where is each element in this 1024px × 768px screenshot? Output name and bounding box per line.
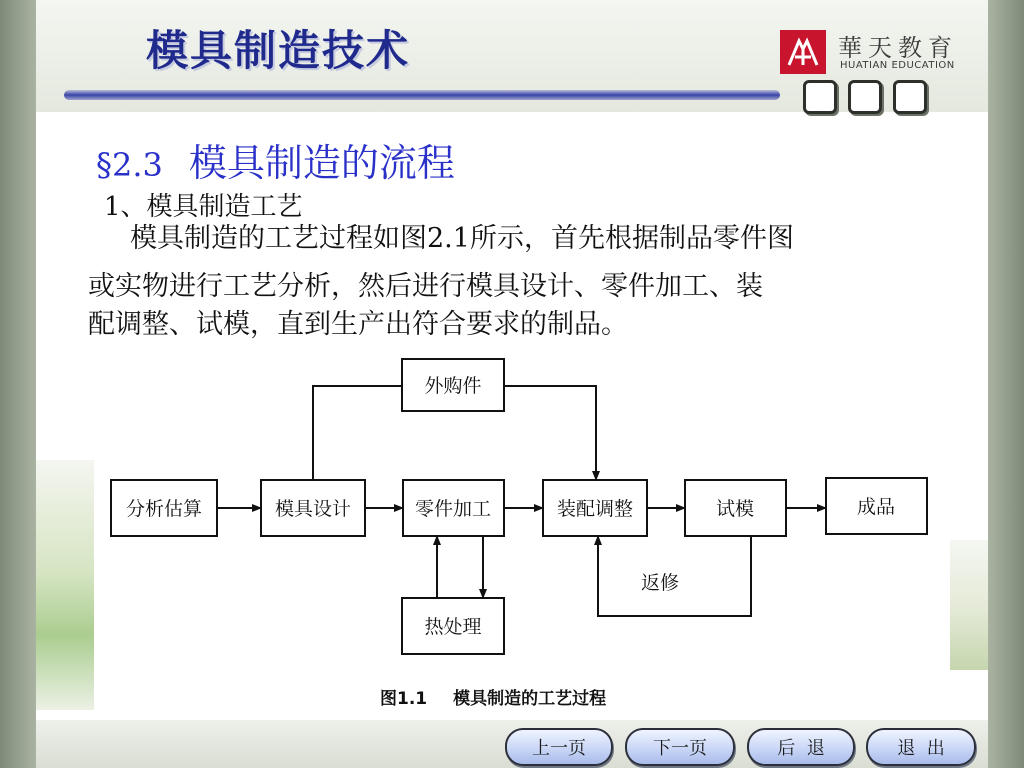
figure-number: 图1.1	[380, 689, 428, 709]
exit-button[interactable]: 退 出	[866, 728, 976, 766]
return-label: 返修	[640, 572, 680, 594]
node-analysis-label: 分析估算	[125, 498, 203, 520]
section-number: §2.3	[96, 146, 163, 184]
node-trial-label: 试模	[715, 498, 755, 520]
slide-title: 模具制造技术	[146, 26, 411, 75]
figure-caption	[380, 684, 606, 709]
node-design-label: 模具设计	[274, 498, 352, 520]
prev-page-button[interactable]: 上一页	[505, 728, 613, 766]
node-heat-label: 热处理	[424, 616, 482, 638]
node-assembly-label: 装配调整	[556, 498, 634, 520]
node-purchased-label: 外购件	[424, 375, 482, 397]
section-name: 模具制造的流程	[188, 141, 455, 185]
edge-design-purchased	[313, 386, 402, 480]
paragraph-line-1: 模具制造的工艺过程如图2.1所示，首先根据制品零件图	[130, 223, 794, 254]
paragraph-line-3: 配调整、试模，直到生产出符合要求的制品。	[88, 309, 628, 340]
next-page-button[interactable]: 下一页	[625, 728, 735, 766]
edge-purchased-assembly	[504, 386, 596, 480]
node-product-label: 成品	[856, 496, 896, 518]
subheading: 1、模具制造工艺	[104, 192, 303, 222]
node-machining-label: 零件加工	[414, 498, 492, 520]
logo-chinese-name: 華天教育	[838, 34, 958, 62]
logo-english-name: HUATIAN EDUCATION	[840, 60, 955, 71]
figure-title: 模具制造的工艺过程	[453, 689, 607, 709]
paragraph-line-2: 或实物进行工艺分析，然后进行模具设计、零件加工、装	[88, 271, 763, 302]
back-button[interactable]: 后 退	[747, 728, 855, 766]
